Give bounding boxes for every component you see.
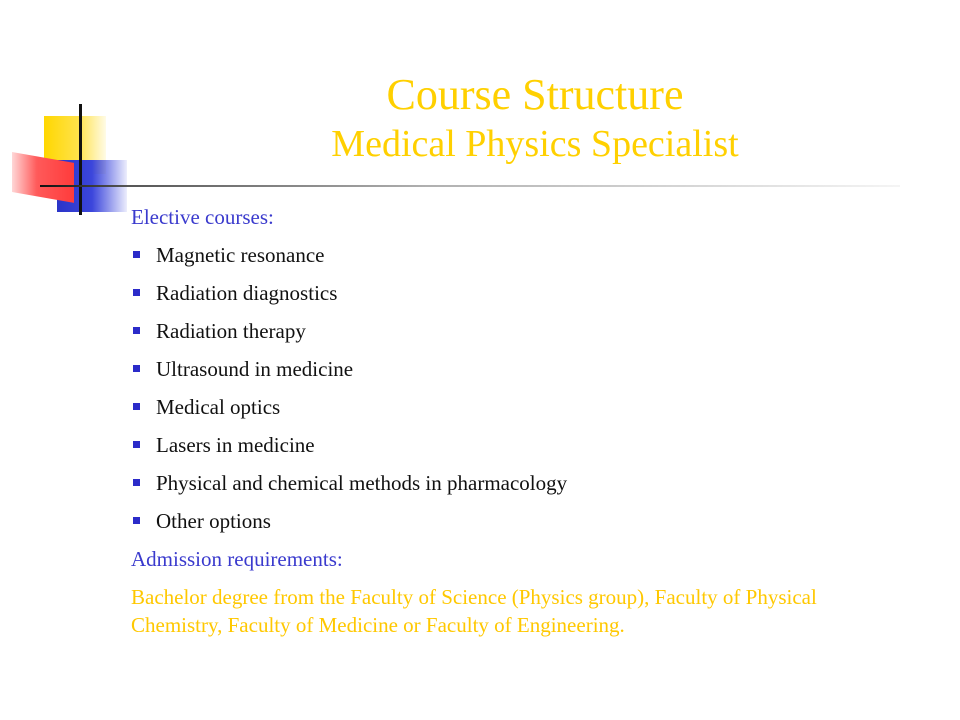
admission-heading: Admission requirements: xyxy=(131,547,343,571)
bullet-icon xyxy=(133,289,140,296)
elective-heading: Elective courses: xyxy=(131,205,274,229)
decorative-logo-icon xyxy=(0,0,140,230)
list-item xyxy=(131,241,891,269)
list-item xyxy=(131,279,891,307)
list-item xyxy=(131,507,891,535)
bullet-icon xyxy=(133,251,140,258)
title-line-2: Medical Physics Specialist xyxy=(331,123,739,165)
admission-text: Bachelor degree from the Faculty of Science (Physics group), Faculty of Physical Chemistry, Faculty of Medicine or Faculty of Engineering. xyxy=(131,585,817,637)
bullet-icon xyxy=(133,441,140,448)
title-line-1: Course Structure xyxy=(386,70,684,119)
bullet-icon xyxy=(133,517,140,524)
bullet-icon xyxy=(133,479,140,486)
bullet-icon xyxy=(133,403,140,410)
bullet-icon xyxy=(133,365,140,372)
list-item-label: Medical optics xyxy=(156,395,281,419)
list-item xyxy=(131,355,891,383)
slide-title xyxy=(150,68,920,166)
list-item xyxy=(131,317,891,345)
list-item-label: Other options xyxy=(156,509,271,533)
list-item xyxy=(131,469,891,497)
slide-body xyxy=(131,203,891,639)
list-item-label: Ultrasound in medicine xyxy=(156,357,354,381)
logo-vertical-line xyxy=(79,104,82,215)
list-item-label: Lasers in medicine xyxy=(156,433,315,457)
list-item xyxy=(131,431,891,459)
title-underline xyxy=(40,185,900,187)
list-item xyxy=(131,393,891,421)
list-item-label: Radiation diagnostics xyxy=(156,281,338,305)
list-item-label: Physical and chemical methods in pharmacology xyxy=(156,471,568,495)
elective-list xyxy=(131,241,891,535)
bullet-icon xyxy=(133,327,140,334)
list-item-label: Magnetic resonance xyxy=(156,243,325,267)
list-item-label: Radiation therapy xyxy=(156,319,306,343)
